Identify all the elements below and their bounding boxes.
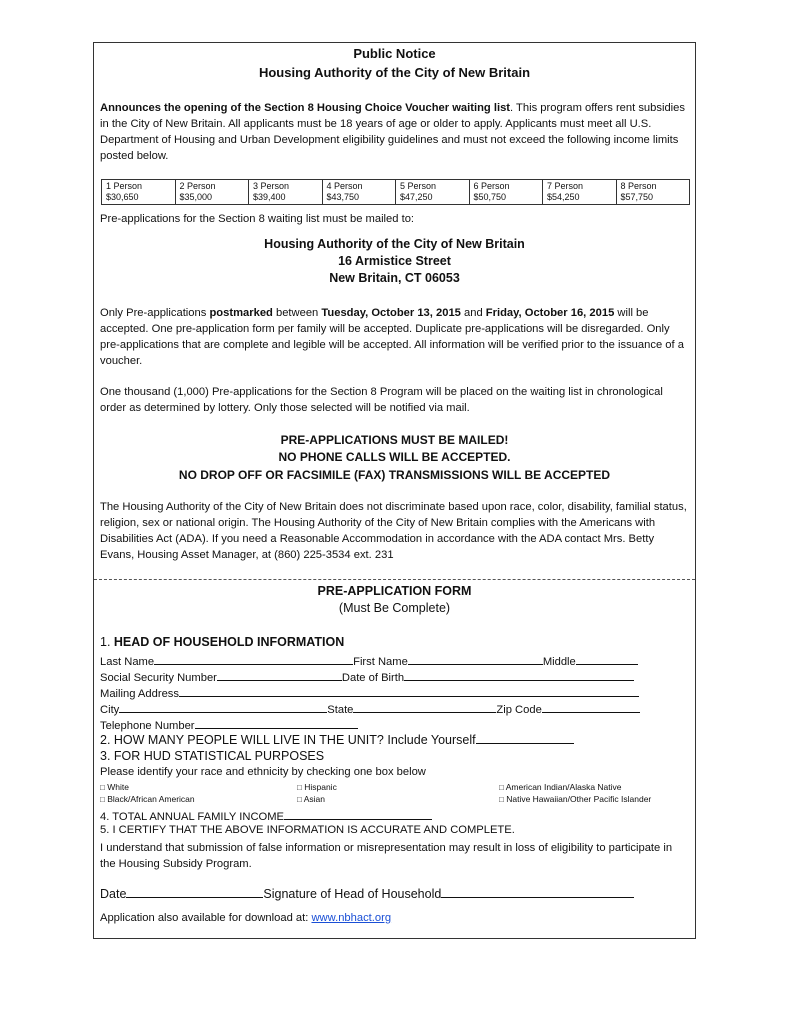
- ssn-field[interactable]: [217, 669, 342, 681]
- checkbox-icon[interactable]: □: [297, 783, 302, 792]
- race-prompt: Please identify your race and ethnicity by checking one box below: [100, 766, 426, 778]
- city-field[interactable]: [119, 701, 327, 713]
- certify-text: I understand that submission of false information or misrepresentation may result in loss of eligibility to participate in the Housing Subsidy Program.: [100, 842, 673, 870]
- notice-section: [94, 43, 695, 579]
- phone-label: Telephone Number: [100, 720, 195, 732]
- income-limit: $50,750: [473, 192, 507, 202]
- income-limit: $30,650: [106, 192, 139, 202]
- mailing-field[interactable]: [179, 685, 639, 697]
- intro-paragraph: [100, 100, 688, 164]
- signature-label: Signature of Head of Household: [263, 887, 442, 901]
- person-count: 2 Person: [179, 181, 216, 191]
- person-count: 7 Person: [547, 181, 584, 191]
- income-limit: $47,250: [400, 192, 433, 202]
- public-notice-document: [93, 42, 696, 939]
- postmark-text: will be accepted. One pre-application form per family will be accepted. Duplicate pre-applications will be disregarded. Only pre-applications that are complete and legible will be accepted. All information will be verified prior to the issuance of a voucher.: [100, 307, 684, 367]
- race-option-black[interactable]: [100, 794, 195, 804]
- mail-intro: Pre-applications for the Section 8 waiting list must be mailed to:: [100, 213, 415, 225]
- income-cell: [469, 180, 543, 205]
- income-cell: [175, 180, 249, 205]
- form-title: PRE-APPLICATION FORM: [317, 584, 472, 598]
- ssn-label: Social Security Number: [100, 672, 217, 684]
- section-2-row: [100, 732, 690, 747]
- dob-label: Date of Birth: [341, 672, 405, 684]
- address-line-1: Housing Authority of the City of New Britain: [264, 237, 525, 251]
- person-count: 6 Person: [473, 181, 510, 191]
- income-limit: $39,400: [253, 192, 286, 202]
- city-row: [100, 701, 690, 716]
- person-count: 3 Person: [253, 181, 290, 191]
- download-text: Application also available for download at:: [100, 912, 312, 924]
- section-title: HEAD OF HOUSEHOLD INFORMATION: [113, 635, 345, 649]
- phone-field[interactable]: [195, 717, 358, 729]
- mailing-label: Mailing Address: [100, 688, 179, 700]
- intro-rest: . This program offers rent subsidies in the City of New Britain. All applicants must be 18 years of age or older to apply. Applicants must meet all U.S. Department of Housing and Urban Development eligibility guidelines and must not exceed the following income limits posted below.: [100, 102, 685, 162]
- person-count: 8 Person: [620, 181, 657, 191]
- household-size-label: 2. HOW MANY PEOPLE WILL LIVE IN THE UNIT? Include Yourself: [100, 733, 476, 747]
- mailing-row: [100, 685, 690, 700]
- state-label: State: [327, 704, 354, 716]
- start-date: Tuesday, October 13, 2015: [321, 307, 461, 319]
- checkbox-icon[interactable]: □: [100, 783, 105, 792]
- option-label: Hispanic: [304, 782, 337, 792]
- warning-no-fax: NO DROP OFF OR FACSIMILE (FAX) TRANSMISSIONS WILL BE ACCEPTED: [178, 468, 611, 482]
- last-name-label: Last Name: [100, 656, 155, 668]
- notice-subtitle: Housing Authority of the City of New Britain: [258, 65, 531, 80]
- person-count: 1 Person: [106, 181, 143, 191]
- checkbox-icon[interactable]: □: [499, 795, 504, 804]
- race-option-white[interactable]: [100, 782, 129, 792]
- income-cell: [543, 180, 617, 205]
- section-1-heading: [100, 635, 690, 649]
- end-date: Friday, October 16, 2015: [485, 307, 615, 319]
- middle-label: Middle: [542, 656, 576, 668]
- last-name-field[interactable]: [154, 653, 353, 665]
- dob-field[interactable]: [404, 669, 634, 681]
- postmark-text: between: [272, 307, 322, 319]
- income-limits-table: [101, 179, 690, 205]
- zip-label: Zip Code: [496, 704, 542, 716]
- section-4-row: [100, 808, 690, 823]
- ssn-row: [100, 669, 690, 684]
- nondiscrimination-paragraph: The Housing Authority of the City of New Britain does not discriminate based upon race, color, disability, familial status, religion, sex or national origin. The Housing Authority of the City of New Britain complies with the Americans with Disabilities Act (ADA). If you need a Reasonable Accommodation in accordance with the ADA contact Mrs. Betty Evans, Housing Asset Manager, at (860) 225-3534 ext. 231: [100, 501, 687, 561]
- income-limit: $54,250: [547, 192, 580, 202]
- income-limit: $43,750: [326, 192, 360, 202]
- form-subtitle: (Must Be Complete): [338, 601, 451, 615]
- warning-mailed: PRE-APPLICATIONS MUST BE MAILED!: [280, 433, 509, 447]
- income-limit: $35,000: [179, 192, 213, 202]
- signature-field[interactable]: [441, 886, 634, 898]
- option-label: Native Hawaiian/Other Pacific Islander: [506, 794, 652, 804]
- income-limit: $57,750: [620, 192, 654, 202]
- download-link[interactable]: www.nbhact.org: [311, 912, 392, 924]
- section-5-heading: 5. I CERTIFY THAT THE ABOVE INFORMATION IS ACCURATE AND COMPLETE.: [100, 824, 515, 836]
- postmark-text: and: [460, 307, 486, 319]
- option-label: White: [107, 782, 129, 792]
- household-size-field[interactable]: [476, 732, 574, 744]
- pre-application-form: [94, 579, 695, 939]
- option-label: American Indian/Alaska Native: [505, 782, 622, 792]
- postmark-paragraph: [100, 305, 688, 369]
- income-table-row: [102, 180, 690, 205]
- section-number: 1.: [100, 635, 114, 649]
- option-label: Black/African American: [107, 794, 195, 804]
- address-line-2: 16 Armistice Street: [338, 254, 451, 268]
- checkbox-icon[interactable]: □: [499, 783, 504, 792]
- postmark-text: Only Pre-applications: [100, 307, 210, 319]
- address-line-3: New Britain, CT 06053: [329, 271, 460, 285]
- income-cell: [616, 180, 690, 205]
- person-count: 5 Person: [400, 181, 437, 191]
- race-option-native-hawaiian[interactable]: [499, 794, 651, 804]
- city-label: City: [100, 704, 120, 716]
- date-label: Date: [100, 887, 127, 901]
- checkbox-icon[interactable]: □: [100, 795, 105, 804]
- notice-title: Public Notice: [353, 46, 436, 61]
- option-label: Asian: [303, 794, 326, 804]
- signature-row: [100, 886, 690, 901]
- zip-field[interactable]: [542, 701, 640, 713]
- download-row: [100, 912, 690, 924]
- income-cell: [322, 180, 396, 205]
- name-row: [100, 653, 690, 668]
- race-option-hispanic[interactable]: [297, 782, 337, 792]
- first-name-field[interactable]: [408, 653, 543, 665]
- first-name-label: First Name: [353, 656, 408, 668]
- middle-field[interactable]: [576, 653, 638, 665]
- postmark-bold: postmarked: [209, 307, 273, 319]
- checkbox-icon[interactable]: □: [297, 795, 302, 804]
- date-field[interactable]: [126, 886, 263, 898]
- race-option-asian[interactable]: [297, 794, 325, 804]
- state-field[interactable]: [353, 701, 496, 713]
- person-count: 4 Person: [326, 181, 363, 191]
- income-cell: [396, 180, 470, 205]
- income-label: 4. TOTAL ANNUAL FAMILY INCOME: [100, 811, 285, 823]
- income-cell: [102, 180, 176, 205]
- phone-row: [100, 717, 690, 732]
- lottery-paragraph: One thousand (1,000) Pre-applications for the Section 8 Program will be placed on the waiting list in chronological order as determined by lottery. Only those selected will be notified via mail.: [100, 386, 663, 414]
- income-field[interactable]: [284, 808, 432, 820]
- section-3-heading: 3. FOR HUD STATISTICAL PURPOSES: [100, 749, 325, 763]
- intro-bold: Announces the opening of the Section 8 Housing Choice Voucher waiting list: [100, 102, 511, 114]
- warning-no-calls: NO PHONE CALLS WILL BE ACCEPTED.: [278, 450, 511, 464]
- income-cell: [249, 180, 323, 205]
- race-option-american-indian[interactable]: [499, 782, 622, 792]
